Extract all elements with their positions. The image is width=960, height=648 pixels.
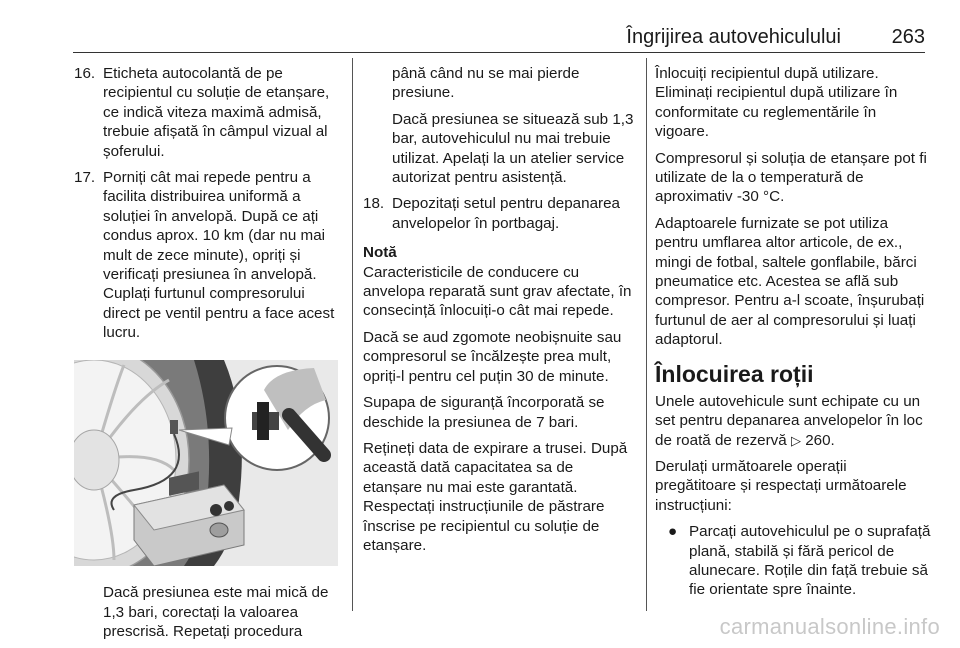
step-number: 17. bbox=[74, 169, 96, 187]
page-number: 263 bbox=[891, 26, 925, 48]
watermark: carmanualsonline.info bbox=[719, 614, 940, 639]
note-block bbox=[363, 243, 635, 555]
step-18 bbox=[363, 194, 635, 233]
step-text: Depozitați setul pentru depanarea anvelopelor în portbagaj. bbox=[392, 195, 620, 232]
running-title: Îngrijirea autovehiculului bbox=[626, 26, 841, 48]
paragraph-replace-container: Înlocuiți recipientul după utilizare. Eliminați recipientul după utilizare în conformitate cu reglementările în vigoare. bbox=[655, 65, 898, 141]
column-divider-1 bbox=[352, 58, 353, 611]
step-17 bbox=[74, 168, 342, 343]
step-text: Eticheta autocolantă de pe recipientul cu soluție de etanșare, ce indică viteza maximă admisă, trebuie afișată în câmpul vizual al șoferului. bbox=[103, 65, 330, 160]
column-divider-2 bbox=[646, 58, 647, 611]
paragraph-adapters: Adaptoarele furnizate se pot utiliza pentru umflarea altor articole, de ex., mingi de fotbal, saltele gonflabile, bărci pneumatice etc. Acestea se află sub compresor. Pentru a-l scoate, înșurubați furtunul de aer al compresorului și luați adaptorul. bbox=[655, 214, 925, 349]
paragraph-instructions: Derulați următoarele operații pregătitoare și respectați următoarele instrucțiuni: bbox=[655, 457, 907, 514]
bullet-icon: ● bbox=[668, 523, 678, 541]
step-number: 18. bbox=[363, 195, 385, 213]
bullet-item bbox=[655, 522, 931, 600]
paragraph-continuation: până când nu se mai pierde presiune. bbox=[392, 65, 580, 102]
note-title: Notă bbox=[363, 244, 397, 262]
step-16 bbox=[74, 64, 342, 161]
note-paragraph: Caracteristicile de conducere cu anvelopa reparată sunt grav afectate, în consecință înlocuiți-o cât mai repede. bbox=[363, 263, 632, 320]
note-paragraph: Supapa de siguranță încorporată se deschide la presiunea de 7 bari. bbox=[363, 394, 605, 431]
paragraph-temperature: Compresorul și soluția de etanșare pot fi utilizate de la o temperatură de aproximativ -30 °C. bbox=[655, 149, 927, 206]
section-heading: Înlocuirea roții bbox=[655, 360, 814, 387]
paragraph-low-pressure: Dacă presiunea se situează sub 1,3 bar, autovehiculul nu mai trebuie utilizat. Apelați la un atelier service autorizat pentru asistență. bbox=[392, 110, 634, 187]
paragraph-pressure: Dacă presiunea este mai mică de 1,3 bari, corectați la valoarea prescrisă. Repetați procedura bbox=[103, 584, 329, 640]
column-3 bbox=[655, 64, 931, 600]
column-1 bbox=[74, 64, 342, 648]
note-paragraph: Rețineți data de expirare a trusei. După această dată capacitatea sa de etanșare nu mai este garantată. Respectați instrucțiunile de păstrare înscrise pe recipientul cu soluție de etanșare. bbox=[363, 439, 628, 554]
step-number: 16. bbox=[74, 65, 96, 82]
tire-compressor-illustration bbox=[74, 360, 338, 566]
step-text: Porniți cât mai repede pentru a facilita distribuirea uniformă a soluției în anvelopă. După ce ați condus aprox. 10 km (dar nu mai mult de zece minute), opriți și verificați presiunea în anvelopă. Cuplați furtunul compresorului direct pe ventil pentru a face acest lucru. bbox=[103, 169, 335, 342]
bullet-text: Parcați autovehiculul pe o suprafață plană, stabilă și fără pericol de alunecare. Roțile din față trebuie să fie orientate spre înainte. bbox=[689, 523, 931, 599]
note-paragraph: Dacă se aud zgomote neobișnuite sau compresorul se încălzește prea mult, opriți-l pentru cel puțin 30 de minute. bbox=[363, 328, 622, 385]
column-2 bbox=[363, 64, 635, 562]
page-header bbox=[73, 22, 925, 53]
intro-text: Unele autovehicule sunt echipate cu un set pentru depanarea anvelopelor în loc de roată de rezervă bbox=[655, 392, 923, 449]
page-reference-icon: ▷ bbox=[790, 432, 801, 448]
paragraph-intro bbox=[655, 392, 931, 450]
page-reference: 260. bbox=[805, 431, 835, 449]
